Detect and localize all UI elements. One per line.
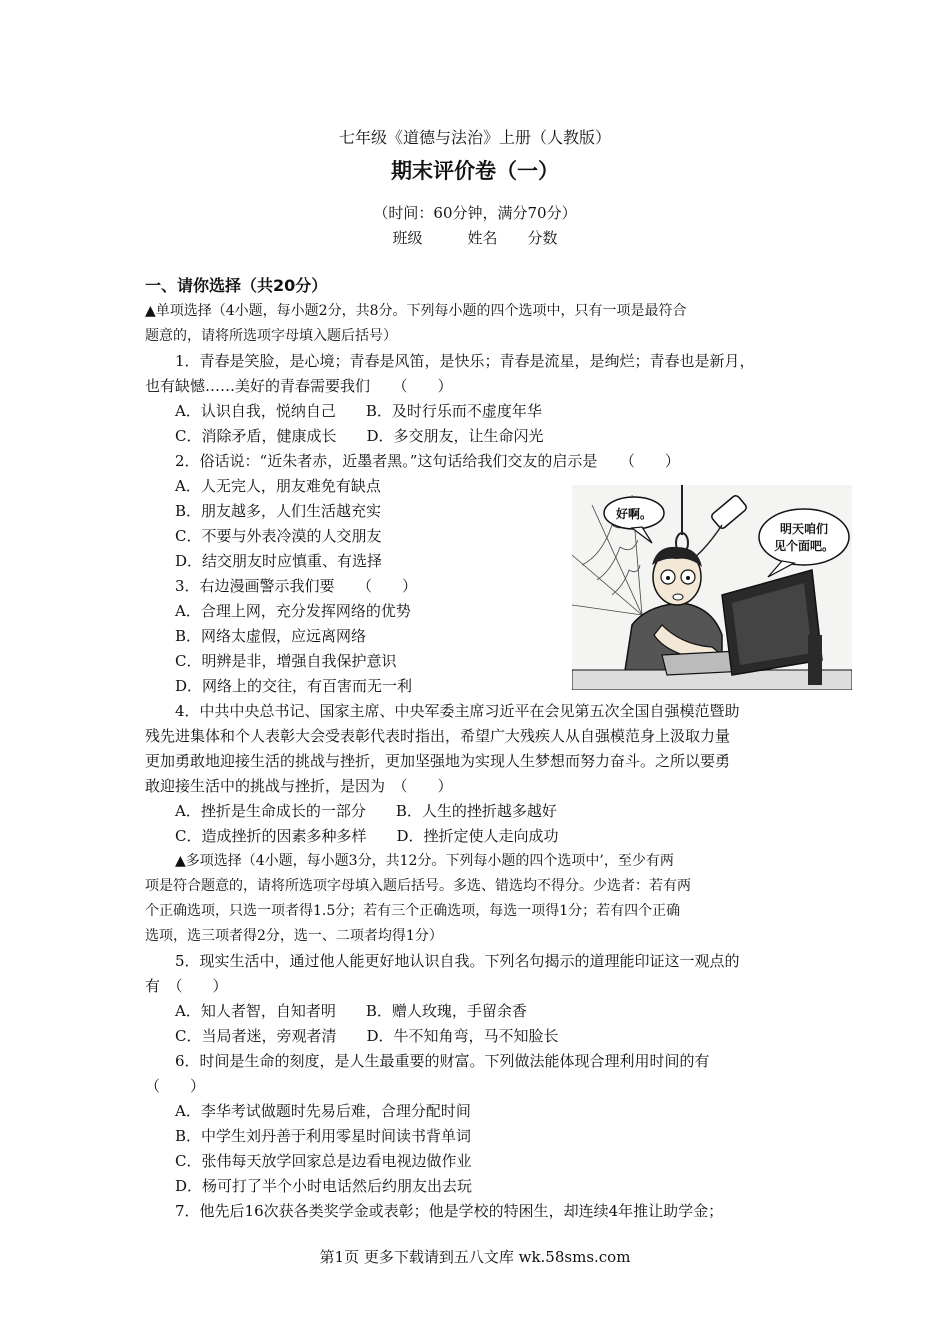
multi-choice-note-2: 项是符合题意的，请将所选项字母填入题后括号。多选、错选均不得分。少选者：若有两 (145, 878, 691, 894)
q1-stem-line2: 也有缺憾……美好的青春需要我们 （ ） (145, 377, 453, 395)
q5-stem-line2: 有 （ ） (145, 977, 228, 995)
q6-option-b: B．中学生刘丹善于利用零星时间读书背单词 (175, 1127, 472, 1145)
q6-stem-line2: （ ） (145, 1077, 206, 1095)
bubble-right-text-1: 明天咱们 (779, 522, 829, 536)
q3-option-c: C．明辨是非，增强自我保护意识 (175, 652, 397, 670)
single-choice-note-1: ▲单项选择（4小题，每小题2分，共8分。下列每小题的四个选项中，只有一项是最符合 (145, 303, 687, 319)
q2-option-b: B．朋友越多，人们生活越充实 (175, 502, 382, 520)
speech-bubble-left (604, 497, 664, 543)
exam-title: 期末评价卷（一） (391, 159, 559, 183)
page-footer: 第1页 更多下载请到五八文库 wk.58sms.com (319, 1248, 631, 1266)
exam-subtitle: 七年级《道德与法治》上册（人教版） (338, 128, 611, 147)
time-info: （时间：60分钟，满分70分） (373, 204, 577, 222)
internet-comic-illustration (572, 485, 852, 690)
q4-stem-line4: 敢迎接生活中的挑战与挫折，是因为 （ ） (145, 777, 453, 795)
bubble-left-text: 好啊。 (615, 507, 653, 521)
comic-drawing (572, 485, 852, 690)
multi-choice-note-4: 选项，选三项者得2分，选一、二项者均得1分） (145, 928, 443, 944)
bubble-right-text-2: 见个面吧。 (773, 539, 835, 553)
student-fields: 班级 姓名 分数 (392, 229, 558, 247)
computer-monitor (722, 570, 822, 685)
q4-options-cd: C．造成挫折的因素多种多样 D．挫折定使人走向成功 (175, 827, 559, 845)
q1-options-cd: C．消除矛盾，健康成长 D．多交朋友，让生命闪光 (175, 427, 544, 445)
q4-stem-line2: 残先进集体和个人表彰大会受表彰代表时指出，希望广大残疾人从自强模范身上汲取力量 (145, 727, 731, 745)
q4-options-ab: A．挫折是生命成长的一部分 B．人生的挫折越多越好 (175, 802, 557, 820)
noose-rope (676, 485, 688, 553)
q5-stem-line1: 5．现实生活中，通过他人能更好地认识自我。下列名句揭示的道理能印证这一观点的 (175, 952, 740, 970)
q6-stem-line1: 6．时间是生命的刻度，是人生最重要的财富。下列做法能体现合理利用时间的有 (175, 1052, 710, 1070)
speech-bubble-right (759, 509, 849, 577)
q3-option-d: D．网络上的交往，有百害而无一利 (175, 677, 413, 695)
q4-stem-line3: 更加勇敢地迎接生活的挑战与挫折，更加坚强地为实现人生梦想而努力奋斗。之所以要勇 (145, 752, 731, 770)
q5-options-ab: A．知人者智，自知者明 B．赠人玫瑰，手留余香 (175, 1002, 527, 1020)
q2-option-d: D．结交朋友时应慎重、有选择 (175, 552, 383, 570)
q7-stem-line1: 7．他先后16次获各类奖学金或表彰；他是学校的特困生，却连续4年推让助学金； (175, 1202, 724, 1220)
q2-stem: 2．俗话说：“近朱者赤，近墨者黑。”这句话给我们交友的启示是 （ ） (175, 452, 680, 470)
q5-options-cd: C．当局者迷，旁观者清 D．牛不知角弯，马不知脸长 (175, 1027, 559, 1045)
q4-stem-line1: 4．中共中央总书记、国家主席、中央军委主席习近平在会见第五次全国自强模范暨助 (175, 702, 740, 720)
q1-options-ab: A．认识自我，悦纳自己 B．及时行乐而不虚度年华 (175, 402, 542, 420)
q6-option-d: D．杨可打了半个小时电话然后约朋友出去玩 (175, 1177, 473, 1195)
single-choice-note-2: 题意的，请将所选项字母填入题后括号） (145, 328, 397, 344)
section-heading: 一、请你选择（共20分） (145, 276, 328, 295)
q3-option-a: A．合理上网，充分发挥网络的优势 (175, 602, 411, 620)
q2-option-c: C．不要与外表冷漠的人交朋友 (175, 527, 382, 545)
q6-option-c: C．张伟每天放学回家总是边看电视边做作业 (175, 1152, 472, 1170)
multi-choice-note-3: 个正确选项，只选一项者得1.5分；若有三个正确选项，每选一项得1分；若有四个正确 (145, 903, 681, 919)
q3-option-b: B．网络太虚假，应远离网络 (175, 627, 367, 645)
multi-choice-note-1: ▲多项选择（4小题，每小题3分，共12分。下列每小题的四个选项中’，至少有两 (175, 853, 674, 869)
q1-stem-line1: 1．青春是笑脸，是心境；青春是风笛，是快乐；青春是流星，是绚烂；青春也是新月， (175, 352, 755, 370)
q2-option-a: A．人无完人，朋友难免有缺点 (175, 477, 381, 495)
q6-option-a: A．李华考试做题时先易后难，合理分配时间 (175, 1102, 471, 1120)
q3-stem: 3．右边漫画警示我们要 （ ） (175, 577, 418, 595)
